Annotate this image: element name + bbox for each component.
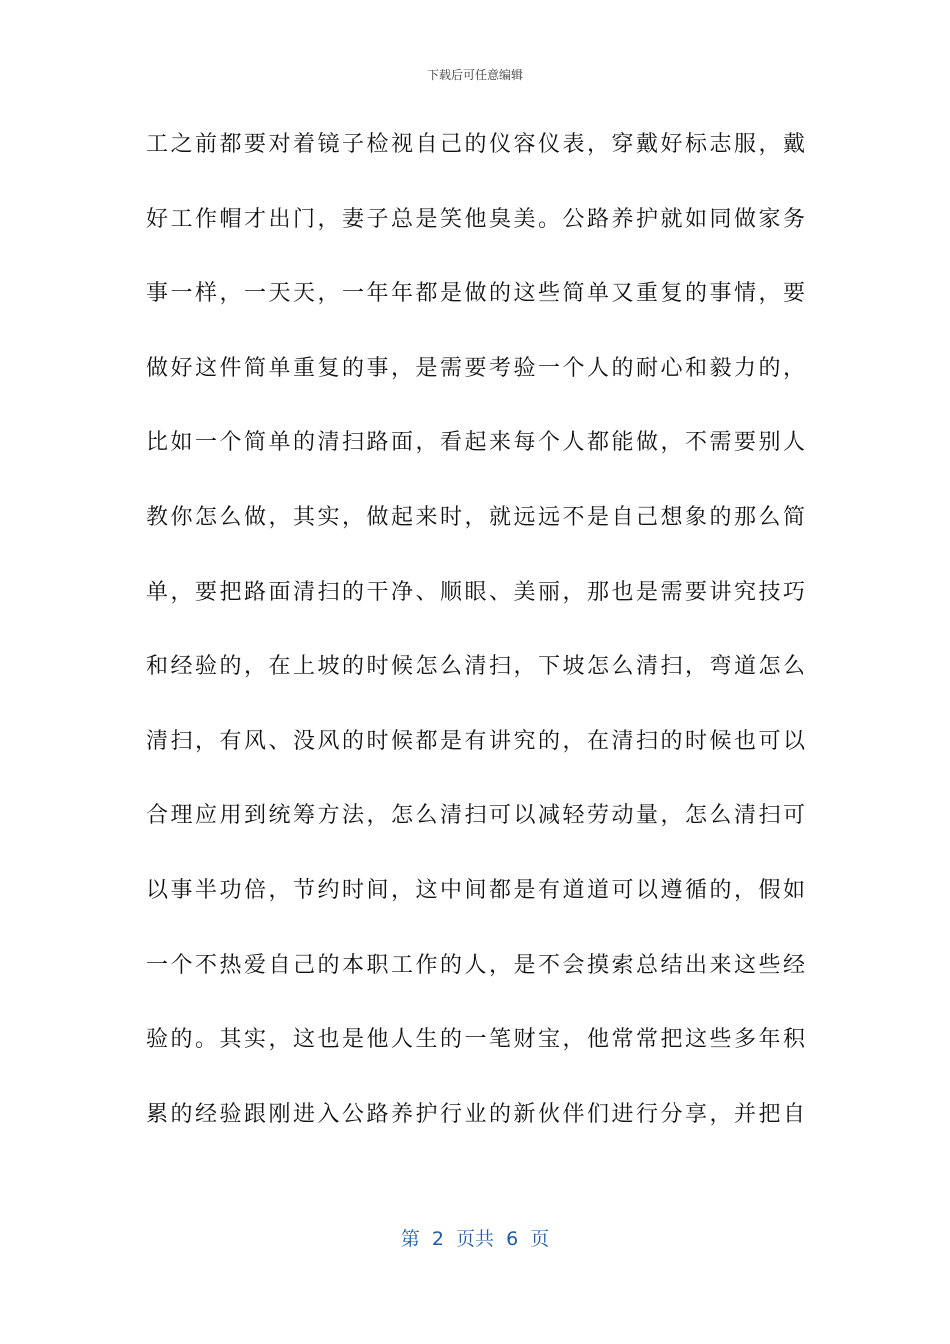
text-line: 单，要把路面清扫的干净、顺眼、美丽，那也是需要讲究技巧 xyxy=(146,579,808,605)
page-footer xyxy=(0,1224,950,1251)
text-line: 和经验的，在上坡的时候怎么清扫，下坡怎么清扫，弯道怎么 xyxy=(146,654,808,680)
text-line: 好工作帽才出门，妻子总是笑他臭美。公路养护就如同做家务 xyxy=(146,206,808,232)
text-line: 一个不热爱自己的本职工作的人，是不会摸索总结出来这些经 xyxy=(146,952,808,978)
page-header: 下载后可任意编辑 xyxy=(426,68,523,82)
footer-middle: 页共 xyxy=(443,1228,507,1250)
total-pages-number: 6 xyxy=(506,1228,519,1250)
text-line: 合理应用到统筹方法，怎么清扫可以减轻劳动量，怎么清扫可 xyxy=(146,803,808,829)
text-line: 比如一个简单的清扫路面，看起来每个人都能做，不需要别人 xyxy=(146,430,808,456)
text-line: 事一样，一天天，一年年都是做的这些简单又重复的事情，要 xyxy=(146,281,808,307)
footer-suffix: 页 xyxy=(518,1228,550,1250)
text-line: 工之前都要对着镜子检视自己的仪容仪表，穿戴好标志服，戴 xyxy=(146,132,808,157)
text-line: 教你怎么做，其实，做起来时，就远远不是自己想象的那么简 xyxy=(146,504,808,530)
text-line: 累的经验跟刚进入公路养护行业的新伙伴们进行分享，并把自 xyxy=(146,1101,808,1127)
text-line: 验的。其实，这也是他人生的一笔财宝，他常常把这些多年积 xyxy=(146,1027,808,1053)
document-body xyxy=(146,122,808,1166)
text-line: 做好这件简单重复的事，是需要考验一个人的耐心和毅力的， xyxy=(146,355,808,381)
text-line: 以事半功倍，节约时间，这中间都是有道道可以遵循的，假如 xyxy=(146,877,808,903)
current-page-number: 2 xyxy=(431,1228,444,1250)
footer-prefix: 第 xyxy=(400,1228,432,1250)
text-line: 清扫，有风、没风的时候都是有讲究的，在清扫的时候也可以 xyxy=(146,728,808,754)
